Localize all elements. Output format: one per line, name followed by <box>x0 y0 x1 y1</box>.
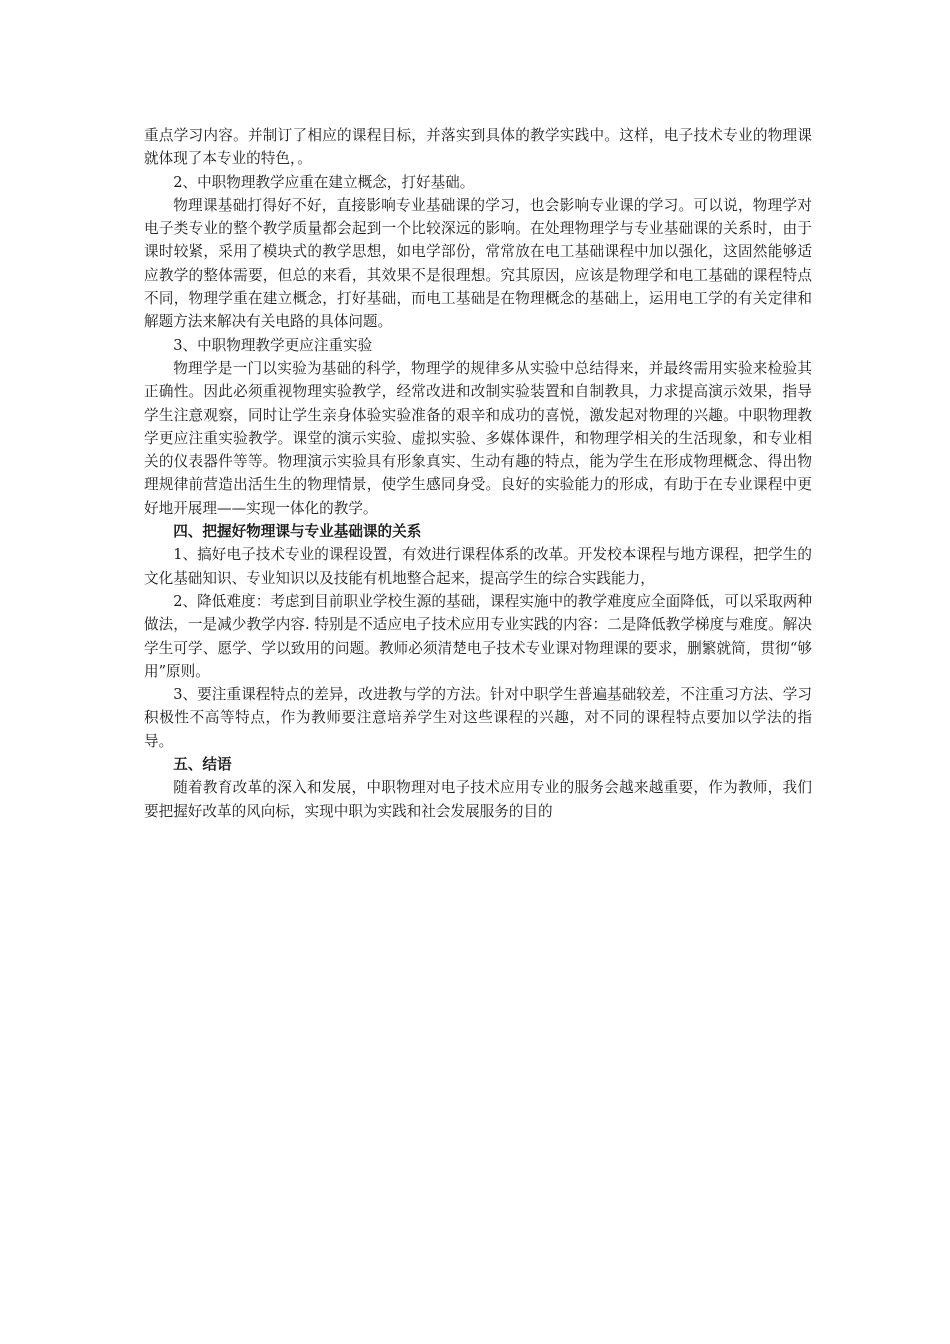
document-body <box>144 124 812 823</box>
section-heading-5: 五、结语 <box>173 756 232 774</box>
paragraph-teaching-methods: 3、要注重课程特点的差异，改进教与学的方法。针对中职学生普遍基础较差，不注重习方法、学习积极性不高等特点，作为教师要注意培养学生对这些课程的兴趣，对不同的课程特点要加以学法的指导。 <box>144 686 812 750</box>
paragraph-concepts: 物理课基础打得好不好，直接影响专业基础课的学习，也会影响专业课的学习。可以说，物理学对电子类专业的整个教学质量都会起到一个比较深远的影响。在处理物理学与专业基础课的关系时，由于课时较紧，采用了模块式的教学思想，如电学部份，常常放在电工基础课程中加以强化，这固然能够适应教学的整体需要，但总的来看，其效果不是很理想。究其原因，应该是物理学和电工基础的课程特点不同，物理学重在建立概念，打好基础，而电工基础是在物理概念的基础上，运用电工学的有关定律和解题方法来解决有关电路的具体问题。 <box>144 196 812 331</box>
section-heading-4: 四、把握好物理课与专业基础课的关系 <box>173 523 422 541</box>
subheading-concepts: 2、中职物理教学应重在建立概念，打好基础。 <box>173 173 475 191</box>
paragraph-conclusion: 随着教育改革的深入和发展，中职物理对电子技术应用专业的服务会越来越重要，作为教师，我们要把握好改革的风向标，实现中职为实践和社会发展服务的目的 <box>144 779 812 820</box>
subheading-experiments: 3、中职物理教学更应注重实验 <box>173 336 373 354</box>
paragraph-continuation: 重点学习内容。并制订了相应的课程目标，并落实到具体的教学实践中。这样，电子技术专业的物理课就体现了本专业的特色，。 <box>144 127 812 168</box>
paragraph-lower-difficulty: 2、降低难度：考虑到目前职业学校生源的基础，课程实施中的教学难度应全面降低，可以采取两种做法，一是减少教学内容. 特别是不适应电子技术应用专业实践的内容：二是降低教学梯度与难度。解决学生可学、愿学、学以致用的问题。教师必须清楚电子技术专业课对物理课的要求，删繁就简，贯彻“够用”原则。 <box>144 592 812 680</box>
paragraph-course-setup: 1、搞好电子技术专业的课程设置，有效进行课程体系的改革。开发校本课程与地方课程，把学生的文化基础知识、专业知识以及技能有机地整合起来，提高学生的综合实践能力， <box>144 546 812 587</box>
paragraph-experiments: 物理学是一门以实验为基础的科学，物理学的规律多从实验中总结得来，并最终需用实验来检验其正确性。因此必须重视物理实验教学，经常改进和改制实验装置和自制教具，力求提高演示效果，指导学生注意观察，同时让学生亲身体验实验准备的艰辛和成功的喜悦，激发起对物理的兴趣。中职物理教学更应注重实验教学。课堂的演示实验、虚拟实验、多媒体课件，和物理学相关的生活现象，和专业相关的仪表器件等等。物理演示实验具有形象真实、生动有趣的特点，能为学生在形成物理概念、得出物理规律前营造出活生生的物理情景，使学生感同身受。良好的实验能力的形成，有助于在专业课程中更好地开展理——实现一体化的教学。 <box>144 359 812 517</box>
